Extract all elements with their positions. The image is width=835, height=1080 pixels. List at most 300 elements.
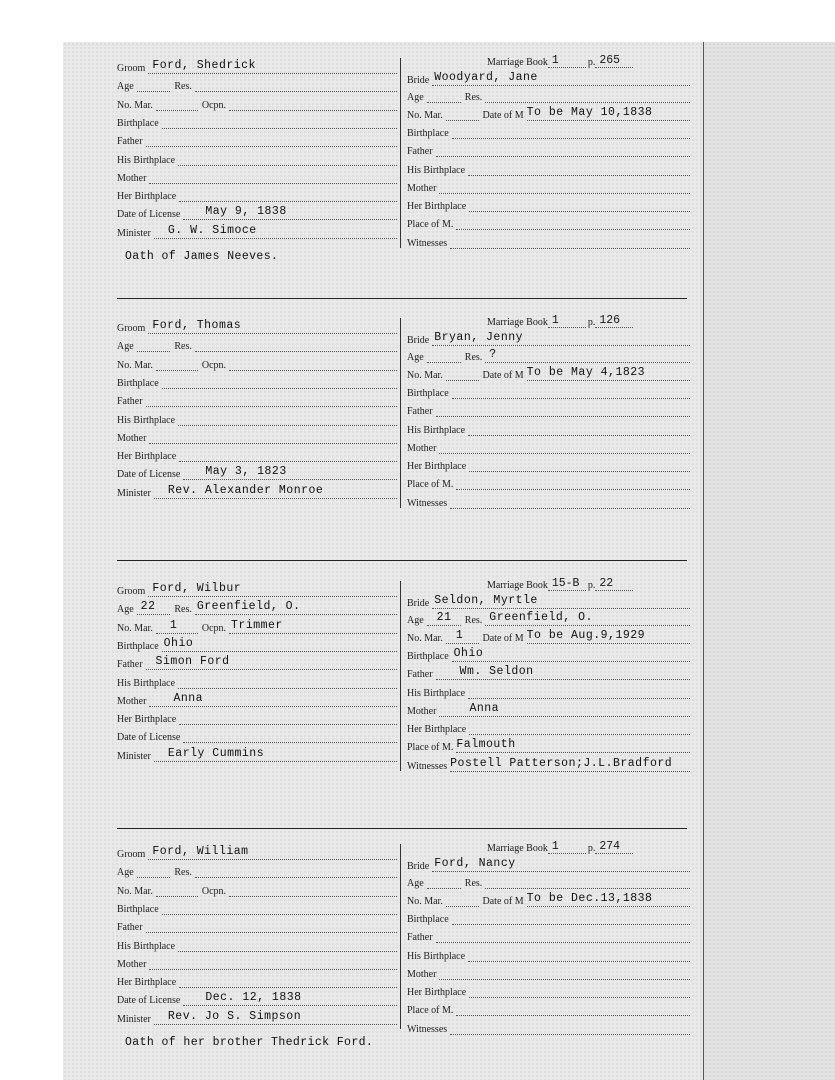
groom-his-birthplace-field [117, 408, 397, 426]
groom-no-mar-field-label-2: Ocpn. [201, 99, 227, 111]
bride-name-field-value: Ford, Nancy [434, 857, 516, 870]
groom-name-field [117, 316, 397, 334]
bride-no-mar-field-line-2 [526, 628, 690, 644]
groom-birthplace-field-label: Birthplace [117, 377, 159, 389]
groom-her-birthplace-field-label: Her Birthplace [117, 977, 177, 989]
groom-birthplace-field-label: Birthplace [117, 903, 159, 915]
groom-father-field [117, 389, 397, 407]
groom-no-mar-field-line [156, 885, 198, 897]
groom-minister-field-line [154, 746, 397, 762]
groom-no-mar-field-line-2 [229, 359, 397, 371]
marriage-book-ref [487, 312, 633, 328]
bride-age-field-line-2 [485, 348, 690, 363]
page-label: p. [587, 317, 596, 328]
bride-no-mar-field-label: No. Mar. [407, 109, 443, 121]
groom-her-birthplace-field [117, 444, 397, 462]
bride-no-mar-field [407, 626, 690, 644]
bride-mother-field-line [439, 442, 690, 454]
marriage-book-number: 15-B [548, 577, 586, 591]
bride-witnesses-field [407, 1017, 690, 1035]
bride-no-mar-field-label-2: Date of M [482, 632, 524, 644]
bride-mother-field-label: Mother [407, 442, 437, 454]
groom-no-mar-field-label: No. Mar. [117, 359, 153, 371]
bride-her-birthplace-field-label: Her Birthplace [407, 724, 467, 736]
marriage-book-label: Marriage Book [487, 843, 548, 854]
bride-name-field-value: Seldon, Myrtle [434, 594, 538, 607]
marriage-book-ref [487, 52, 633, 68]
bride-no-mar-field-line-2 [526, 105, 690, 121]
bride-name-field [407, 68, 690, 86]
groom-mother-field [117, 166, 397, 184]
groom-name-field-line [148, 582, 397, 597]
groom-her-birthplace-field [117, 707, 397, 725]
groom-father-field [117, 652, 397, 670]
groom-mother-field [117, 952, 397, 970]
record-note: Oath of James Neeves. [125, 250, 279, 263]
groom-mother-field-label: Mother [117, 172, 147, 184]
groom-no-mar-field-label-2: Ocpn. [201, 622, 227, 634]
bride-mother-field-label: Mother [407, 705, 437, 717]
groom-minister-field-label: Minister [117, 487, 151, 499]
record-separator [117, 298, 687, 299]
groom-mother-field-line [149, 958, 397, 970]
groom-minister-field-value: G. W. Simoce [167, 223, 257, 237]
groom-her-birthplace-field-line [179, 713, 397, 725]
bride-mother-field-line [439, 968, 690, 980]
groom-name-field-value: Ford, Shedrick [152, 59, 256, 72]
bride-age-field-line [427, 91, 461, 103]
groom-no-mar-field-line [156, 359, 198, 371]
groom-birthplace-field-label: Birthplace [117, 640, 159, 652]
groom-birthplace-field [117, 897, 397, 915]
groom-his-birthplace-field-line [178, 414, 397, 426]
groom-name-field-label: Groom [117, 586, 146, 597]
bride-no-mar-field [407, 363, 690, 381]
groom-his-birthplace-field-line [178, 677, 397, 689]
groom-minister-field-label: Minister [117, 750, 151, 762]
bride-her-birthplace-field [407, 194, 690, 212]
adjacent-page-strip [703, 42, 835, 1080]
column-separator [400, 844, 401, 1029]
groom-her-birthplace-field-label: Her Birthplace [117, 714, 177, 726]
bride-name-field [407, 328, 690, 346]
groom-date-of-license-field [117, 202, 397, 220]
groom-birthplace-field-line [162, 903, 397, 915]
bride-her-birthplace-field [407, 454, 690, 472]
page-number: 22 [595, 577, 633, 591]
bride-no-mar-field-value-2: To be Dec.13,1838 [526, 891, 653, 905]
bride-mother-field [407, 176, 690, 194]
bride-father-field [407, 925, 690, 943]
bride-witnesses-field-label: Witnesses [407, 1023, 448, 1035]
groom-age-field-line-2 [195, 80, 397, 92]
groom-her-birthplace-field [117, 970, 397, 988]
bride-no-mar-field-value-2: To be Aug.9,1929 [526, 628, 646, 642]
groom-birthplace-field-line [162, 377, 397, 389]
groom-date-of-license-field [117, 988, 397, 1006]
marriage-book-label: Marriage Book [487, 580, 548, 591]
groom-date-of-license-field-value: May 9, 1838 [205, 205, 287, 219]
bride-father-field-label: Father [407, 669, 433, 681]
bride-no-mar-field-line [446, 369, 479, 381]
groom-age-field [117, 74, 397, 92]
bride-birthplace-field-line [452, 913, 690, 925]
groom-name-field [117, 56, 397, 74]
groom-no-mar-field-line-2 [229, 618, 397, 634]
bride-father-field-label: Father [407, 932, 433, 944]
groom-name-field-value: Ford, Thomas [152, 319, 242, 332]
bride-name-field-label: Bride [407, 598, 430, 609]
groom-father-field-label: Father [117, 136, 143, 148]
groom-minister-field [117, 221, 397, 239]
groom-no-mar-field-label: No. Mar. [117, 622, 153, 634]
groom-his-birthplace-field [117, 934, 397, 952]
bride-place-of-m-field [407, 472, 690, 490]
groom-date-of-license-field [117, 725, 397, 743]
bride-father-field [407, 139, 690, 157]
groom-name-field-line [148, 319, 397, 334]
bride-place-of-m-field-line [456, 218, 690, 230]
groom-name-field-line [148, 59, 397, 74]
groom-her-birthplace-field-label: Her Birthplace [117, 451, 177, 463]
groom-date-of-license-field [117, 462, 397, 480]
bride-birthplace-field [407, 644, 690, 662]
groom-mother-field-value: Anna [173, 691, 204, 705]
marriage-book-ref [487, 575, 633, 591]
groom-her-birthplace-field-line [179, 450, 397, 462]
groom-name-field-value: Ford, William [152, 845, 249, 858]
bride-place-of-m-field-line [456, 478, 690, 490]
bride-age-field-value-2: Greenfield, O. [489, 611, 593, 625]
bride-witnesses-field-line [450, 1023, 690, 1035]
groom-mother-field-line [149, 172, 397, 184]
marriage-book-label: Marriage Book [487, 57, 548, 68]
groom-age-field [117, 334, 397, 352]
groom-his-birthplace-field-line [178, 940, 397, 952]
groom-minister-field-label: Minister [117, 227, 151, 239]
bride-birthplace-field [407, 907, 690, 925]
bride-her-birthplace-field-line [469, 986, 690, 998]
bride-father-field-label: Father [407, 146, 433, 158]
groom-minister-field [117, 1007, 397, 1025]
groom-name-field [117, 579, 397, 597]
groom-minister-field-value: Rev. Jo S. Simpson [167, 1009, 302, 1023]
record-separator [117, 560, 687, 561]
page-number: 126 [595, 314, 633, 328]
bride-father-field-line [436, 405, 690, 417]
groom-no-mar-field-value: 1 [169, 618, 178, 632]
bride-age-field-label: Age [407, 92, 424, 104]
groom-date-of-license-field-label: Date of License [117, 469, 181, 481]
groom-his-birthplace-field-label: His Birthplace [117, 414, 176, 426]
groom-no-mar-field [117, 353, 397, 371]
bride-place-of-m-field-label: Place of M. [407, 479, 454, 491]
groom-minister-field-line [154, 1009, 397, 1025]
groom-her-birthplace-field-line [179, 190, 397, 202]
groom-no-mar-field-value-2: Trimmer [231, 618, 283, 632]
groom-father-field [117, 915, 397, 933]
bride-witnesses-field [407, 491, 690, 509]
bride-his-birthplace-field-label: His Birthplace [407, 164, 466, 176]
bride-father-field-label: Father [407, 406, 433, 418]
groom-age-field-line-2 [195, 866, 397, 878]
groom-birthplace-field-line [162, 117, 397, 129]
bride-name-field-label: Bride [407, 75, 430, 86]
bride-no-mar-field-value: 1 [455, 628, 464, 642]
bride-his-birthplace-field-label: His Birthplace [407, 424, 466, 436]
bride-birthplace-field [407, 381, 690, 399]
groom-mother-field-label: Mother [117, 958, 147, 970]
bride-place-of-m-field-label: Place of M. [407, 742, 454, 754]
groom-name-field [117, 842, 397, 860]
bride-no-mar-field-label: No. Mar. [407, 895, 443, 907]
marriage-book-label: Marriage Book [487, 317, 548, 328]
groom-name-field-value: Ford, Wilbur [152, 582, 242, 595]
bride-his-birthplace-field-line [468, 164, 690, 176]
column-separator [400, 58, 401, 248]
bride-father-field-value: Wm. Seldon [459, 665, 534, 679]
bride-name-field-value: Bryan, Jenny [434, 331, 524, 344]
bride-no-mar-field-label-2: Date of M [482, 109, 524, 121]
bride-her-birthplace-field-label: Her Birthplace [407, 987, 467, 999]
groom-age-field-label: Age [117, 341, 134, 353]
bride-age-field-label-2: Res. [464, 615, 483, 627]
bride-father-field-line [436, 665, 690, 680]
groom-birthplace-field-value: Ohio [163, 636, 194, 650]
bride-birthplace-field-label: Birthplace [407, 127, 449, 139]
groom-birthplace-field-label: Birthplace [117, 117, 159, 129]
bride-name-field [407, 591, 690, 609]
groom-his-birthplace-field [117, 148, 397, 166]
bride-place-of-m-field-line [456, 738, 690, 753]
bride-no-mar-field-value-2: To be May 10,1838 [526, 105, 653, 119]
groom-mother-field [117, 689, 397, 707]
bride-no-mar-field-line [446, 109, 479, 121]
groom-age-field-value: 22 [140, 600, 156, 614]
page-label: p. [587, 580, 596, 591]
groom-age-field-value-2: Greenfield, O. [196, 600, 301, 614]
bride-place-of-m-field-label: Place of M. [407, 219, 454, 231]
bride-age-field-value: 21 [436, 611, 452, 625]
groom-age-field-line-2 [195, 340, 397, 352]
bride-birthplace-field-line [452, 127, 690, 139]
groom-date-of-license-field-value: May 3, 1823 [205, 465, 287, 479]
bride-name-field-line [432, 594, 690, 609]
groom-father-field [117, 129, 397, 147]
bride-no-mar-field-label: No. Mar. [407, 369, 443, 381]
groom-date-of-license-field-line [183, 991, 397, 1006]
bride-witnesses-field [407, 231, 690, 249]
groom-his-birthplace-field-label: His Birthplace [117, 154, 176, 166]
groom-mother-field-label: Mother [117, 432, 147, 444]
bride-birthplace-field-label: Birthplace [407, 650, 449, 662]
bride-name-field-line [432, 331, 690, 346]
bride-age-field-line [427, 351, 461, 363]
bride-his-birthplace-field [407, 418, 690, 436]
marriage-book-ref [487, 838, 633, 854]
bride-age-field-label: Age [407, 878, 424, 890]
bride-witnesses-field-line [450, 237, 690, 249]
groom-minister-field-value: Early Cummins [167, 746, 265, 760]
bride-birthplace-field-label: Birthplace [407, 913, 449, 925]
groom-date-of-license-field-line [183, 731, 397, 743]
column-separator [400, 318, 401, 508]
bride-age-field [407, 85, 690, 103]
groom-no-mar-field-line-2 [229, 99, 397, 111]
bride-no-mar-field-label: No. Mar. [407, 632, 443, 644]
bride-father-field-line [436, 145, 690, 157]
bride-father-field [407, 662, 690, 680]
bride-no-mar-field-line-2 [526, 891, 690, 907]
groom-age-field-line [137, 600, 171, 615]
bride-place-of-m-field [407, 735, 690, 753]
groom-age-field-line [137, 340, 171, 352]
groom-no-mar-field-label-2: Ocpn. [201, 885, 227, 897]
bride-his-birthplace-field [407, 158, 690, 176]
groom-date-of-license-field-line [183, 205, 397, 220]
bride-her-birthplace-field-label: Her Birthplace [407, 461, 467, 473]
groom-father-field-line [146, 395, 397, 407]
bride-place-of-m-field-label: Place of M. [407, 1005, 454, 1017]
groom-minister-field-line [154, 483, 397, 499]
bride-name-field-label: Bride [407, 335, 430, 346]
groom-no-mar-field [117, 879, 397, 897]
page-label: p. [587, 57, 596, 68]
groom-birthplace-field [117, 634, 397, 652]
bride-her-birthplace-field-line [469, 723, 690, 735]
bride-her-birthplace-field [407, 717, 690, 735]
groom-date-of-license-field-value: Dec. 12, 1838 [205, 991, 302, 1005]
bride-mother-field-label: Mother [407, 968, 437, 980]
groom-no-mar-field [117, 616, 397, 634]
groom-minister-field [117, 481, 397, 499]
bride-age-field [407, 345, 690, 363]
bride-no-mar-field [407, 889, 690, 907]
bride-age-field-label-2: Res. [464, 92, 483, 104]
groom-her-birthplace-field-line [179, 976, 397, 988]
groom-father-field-value: Simon Ford [155, 655, 230, 669]
marriage-book-number: 1 [548, 54, 586, 68]
bride-place-of-m-field [407, 212, 690, 230]
bride-birthplace-field-line [452, 387, 690, 399]
bride-age-field-line-2 [485, 91, 690, 103]
groom-date-of-license-field-label: Date of License [117, 732, 181, 744]
groom-date-of-license-field-label: Date of License [117, 209, 181, 221]
groom-no-mar-field-label: No. Mar. [117, 885, 153, 897]
bride-mother-field-label: Mother [407, 182, 437, 194]
bride-age-field [407, 871, 690, 889]
bride-age-field-label: Age [407, 615, 424, 627]
bride-mother-field [407, 962, 690, 980]
bride-his-birthplace-field-line [468, 424, 690, 436]
bride-witnesses-field-line [450, 497, 690, 509]
bride-place-of-m-field [407, 998, 690, 1016]
groom-mother-field [117, 426, 397, 444]
groom-age-field-label: Age [117, 81, 134, 93]
bride-her-birthplace-field-line [469, 200, 690, 212]
bride-no-mar-field-label-2: Date of M [482, 895, 524, 907]
groom-her-birthplace-field-label: Her Birthplace [117, 191, 177, 203]
bride-birthplace-field [407, 121, 690, 139]
groom-age-field-label-2: Res. [174, 81, 192, 93]
groom-father-field-label: Father [117, 659, 143, 671]
bride-age-field-line-2 [485, 877, 690, 889]
record-separator [117, 828, 687, 829]
bride-no-mar-field-line [446, 628, 479, 644]
bride-birthplace-field-value: Ohio [453, 646, 484, 660]
marriage-book-number: 1 [548, 314, 586, 328]
record-note: Oath of her brother Thedrick Ford. [125, 1036, 374, 1049]
page-number: 265 [595, 54, 633, 68]
groom-minister-field [117, 744, 397, 762]
bride-her-birthplace-field [407, 980, 690, 998]
groom-age-field [117, 860, 397, 878]
groom-minister-field-line [154, 223, 397, 239]
groom-age-field-label: Age [117, 604, 134, 616]
groom-father-field-line [146, 921, 397, 933]
bride-name-field-value: Woodyard, Jane [434, 71, 538, 84]
groom-name-field-label: Groom [117, 849, 146, 860]
bride-no-mar-field-label-2: Date of M [482, 369, 524, 381]
groom-age-field-line [137, 80, 171, 92]
marriage-book-number: 1 [548, 840, 586, 854]
bride-his-birthplace-field-label: His Birthplace [407, 687, 466, 699]
bride-his-birthplace-field-line [468, 950, 690, 962]
bride-place-of-m-field-value: Falmouth [456, 738, 516, 752]
groom-no-mar-field-label-2: Ocpn. [201, 359, 227, 371]
groom-mother-field-line [149, 432, 397, 444]
bride-her-birthplace-field-label: Her Birthplace [407, 201, 467, 213]
groom-his-birthplace-field-label: His Birthplace [117, 940, 176, 952]
bride-birthplace-field-label: Birthplace [407, 387, 449, 399]
bride-age-field [407, 608, 690, 626]
bride-witnesses-field-line [450, 756, 690, 772]
bride-age-field-line-2 [485, 611, 690, 626]
bride-name-field [407, 854, 690, 872]
bride-witnesses-field-label: Witnesses [407, 237, 448, 249]
groom-minister-field-label: Minister [117, 1013, 151, 1025]
bride-age-field-label-2: Res. [464, 878, 483, 890]
bride-age-field-line [427, 877, 461, 889]
bride-father-field [407, 399, 690, 417]
groom-mother-field-label: Mother [117, 695, 147, 707]
groom-name-field-line [148, 845, 397, 860]
page-number: 274 [595, 840, 633, 854]
bride-witnesses-field-label: Witnesses [407, 497, 448, 509]
groom-his-birthplace-field-label: His Birthplace [117, 677, 176, 689]
bride-mother-field-line [439, 701, 690, 717]
page-label: p. [587, 843, 596, 854]
bride-father-field-line [436, 931, 690, 943]
groom-his-birthplace-field [117, 671, 397, 689]
bride-age-field-label: Age [407, 352, 424, 364]
bride-mother-field [407, 436, 690, 454]
groom-age-field-label: Age [117, 867, 134, 879]
bride-birthplace-field-line [452, 646, 690, 662]
bride-age-field-value-2: ? [489, 348, 497, 362]
groom-her-birthplace-field [117, 184, 397, 202]
groom-birthplace-field-line [162, 636, 397, 652]
bride-mother-field-line [439, 182, 690, 194]
groom-no-mar-field-line [156, 618, 198, 634]
groom-his-birthplace-field-line [178, 154, 397, 166]
groom-age-field-label-2: Res. [174, 341, 192, 353]
bride-name-field-line [432, 857, 690, 872]
bride-age-field-line [427, 611, 461, 626]
groom-no-mar-field [117, 93, 397, 111]
bride-his-birthplace-field [407, 681, 690, 699]
bride-witnesses-field [407, 754, 690, 772]
